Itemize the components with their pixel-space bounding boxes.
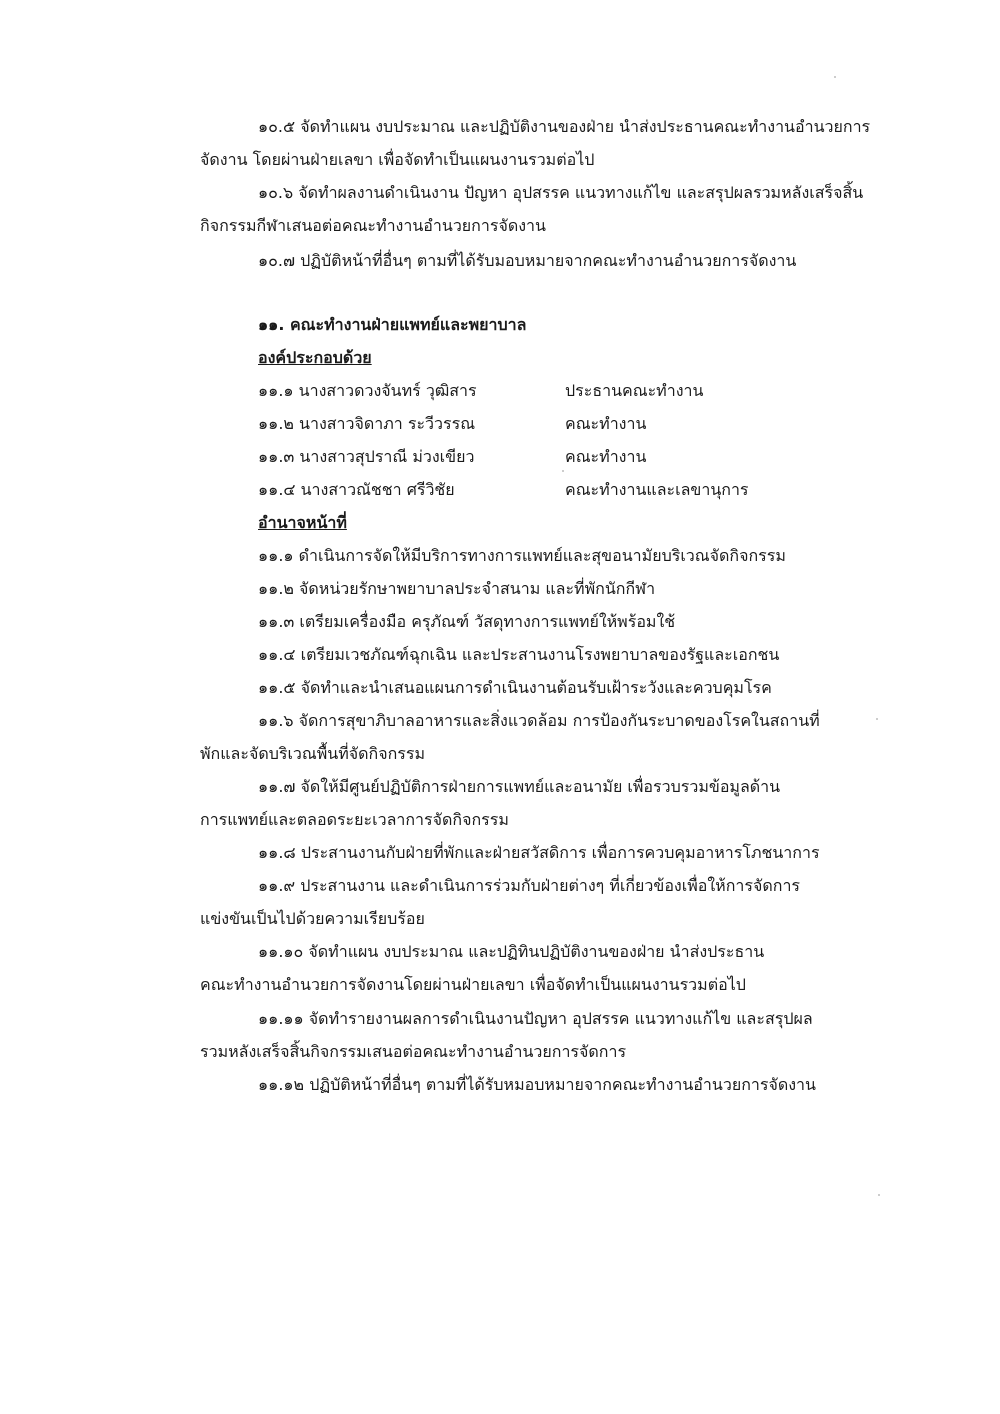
paragraph-10-6-line2: กิจกรรมกีฬาเสนอต่อคณะทำงานอำนวยการจัดงาน — [200, 216, 546, 235]
duty-11-5-line1: ๑๑.๕ จัดทำและนำเสนอแผนการดำเนินงานต้อนรับเฝ้าระวังและควบคุมโรค — [258, 678, 772, 697]
duty-11-9-line1: ๑๑.๙ ประสานงาน และดำเนินการร่วมกับฝ่ายต่างๆ ที่เกี่ยวข้องเพื่อให้การจัดการ — [258, 876, 801, 895]
duty-11-10-line2: คณะทำงานอำนวยการจัดงานโดยผ่านฝ่ายเลขา เพื่อจัดทำเป็นแผนงานรวมต่อไป — [200, 975, 746, 994]
duty-11-4-line1: ๑๑.๔ เตรียมเวชภัณฑ์ฉุกเฉิน และประสานงานโรงพยาบาลของรัฐและเอกชน — [258, 645, 780, 664]
scan-speck — [562, 470, 564, 472]
paragraph-10-6-line1: ๑๐.๖ จัดทำผลงานดำเนินงาน ปัญหา อุปสรรค แนวทางแก้ไข และสรุปผลรวมหลังเสร็จสิ้น — [258, 183, 864, 202]
member-name: ๑๑.๔ นางสาวณัชชา ศรีวิชัย — [258, 480, 455, 499]
duty-11-11-line2: รวมหลังเสร็จสิ้นกิจกรรมเสนอต่อคณะทำงานอำนวยการจัดการ — [200, 1042, 627, 1061]
duty-11-1-line1: ๑๑.๑ ดำเนินการจัดให้มีบริการทางการแพทย์และสุขอนามัยบริเวณจัดกิจกรรม — [258, 546, 786, 565]
scan-speck — [878, 1194, 880, 1196]
duty-11-11-line1: ๑๑.๑๑ จัดทำรายงานผลการดำเนินงานปัญหา อุปสรรค แนวทางแก้ไข และสรุปผล — [258, 1009, 813, 1028]
duty-11-12-line1: ๑๑.๑๒ ปฏิบัติหน้าที่อื่นๆ ตามที่ได้รับหมอบหมายจากคณะทำงานอำนวยการจัดงาน — [258, 1075, 816, 1094]
duty-11-3-line1: ๑๑.๓ เตรียมเครื่องมือ ครุภัณฑ์ วัสดุทางการแพทย์ให้พร้อมใช้ — [258, 612, 676, 631]
duties-label: อำนาจหน้าที่ — [258, 513, 347, 532]
duty-11-6-line2: พักและจัดบริเวณพื้นที่จัดกิจกรรม — [200, 744, 426, 763]
section-11-heading: ๑๑. คณะทำงานฝ่ายแพทย์และพยาบาล — [258, 315, 527, 334]
member-role: ประธานคณะทำงาน — [565, 381, 704, 400]
duty-11-6-line1: ๑๑.๖ จัดการสุขาภิบาลอาหารและสิ่งแวดล้อม การป้องกันระบาดของโรคในสถานที่ — [258, 711, 820, 730]
duty-11-10-line1: ๑๑.๑๐ จัดทำแผน งบประมาณ และปฏิทินปฏิบัติงานของฝ่าย นำส่งประธาน — [258, 942, 765, 961]
member-role: คณะทำงานและเลขานุการ — [565, 480, 749, 499]
paragraph-10-7-line1: ๑๐.๗ ปฏิบัติหน้าที่อื่นๆ ตามที่ได้รับมอบหมายจากคณะทำงานอำนวยการจัดงาน — [258, 251, 797, 270]
scan-speck — [876, 718, 878, 720]
paragraph-10-5-line1: ๑๐.๕ จัดทำแผน งบประมาณ และปฏิบัติงานของฝ่าย นำส่งประธานคณะทำงานอำนวยการ — [258, 117, 871, 136]
member-name: ๑๑.๑ นางสาวดวงจันทร์ วุฒิสาร — [258, 381, 477, 400]
duty-11-9-line2: แข่งขันเป็นไปด้วยความเรียบร้อย — [200, 909, 425, 928]
member-name: ๑๑.๓ นางสาวสุปราณี ม่วงเขียว — [258, 447, 475, 466]
member-role: คณะทำงาน — [565, 414, 647, 433]
paragraph-10-5-line2: จัดงาน โดยผ่านฝ่ายเลขา เพื่อจัดทำเป็นแผนงานรวมต่อไป — [200, 150, 595, 169]
scan-speck — [834, 76, 836, 78]
composition-label: องค์ประกอบด้วย — [258, 348, 372, 367]
member-name: ๑๑.๒ นางสาวจิดาภา ระวีวรรณ — [258, 414, 476, 433]
member-role: คณะทำงาน — [565, 447, 647, 466]
duty-11-7-line1: ๑๑.๗ จัดให้มีศูนย์ปฏิบัติการฝ่ายการแพทย์และอนามัย เพื่อรวบรวมข้อมูลด้าน — [258, 777, 781, 796]
duty-11-8-line1: ๑๑.๘ ประสานงานกับฝ่ายที่พักและฝ่ายสวัสดิการ เพื่อการควบคุมอาหารโภชนาการ — [258, 843, 820, 862]
duty-11-7-line2: การแพทย์และตลอดระยะเวลาการจัดกิจกรรม — [200, 810, 509, 829]
duty-11-2-line1: ๑๑.๒ จัดหน่วยรักษาพยาบาลประจำสนาม และที่พักนักกีฬา — [258, 579, 656, 598]
